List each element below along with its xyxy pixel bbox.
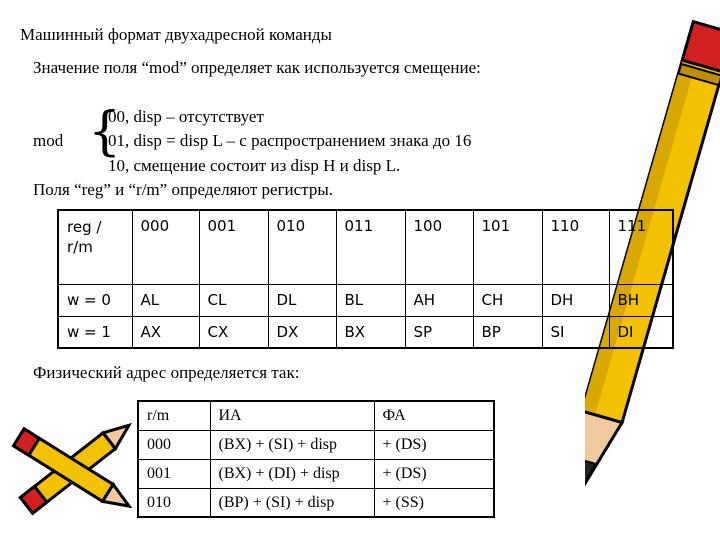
table-cell: CL — [199, 284, 268, 316]
header-cell: 011 — [336, 210, 405, 284]
header-cell: 111 — [609, 210, 673, 284]
header-cell-reg-rm: reg / r/m — [58, 210, 132, 284]
table-cell: AH — [405, 284, 473, 316]
table-cell: BP — [473, 316, 542, 348]
header-cell: 101 — [473, 210, 542, 284]
table-row — [58, 284, 673, 316]
phys-address-note: Физический адрес определяется так: — [33, 363, 300, 382]
table-cell: DI — [609, 316, 673, 348]
table-cell: DX — [268, 316, 336, 348]
mod-option-01: 01, disp = disp L – с распространением знака до 16 — [108, 131, 472, 150]
header-cell: 010 — [268, 210, 336, 284]
table-cell: 000 — [138, 430, 210, 459]
table-cell: 001 — [138, 459, 210, 488]
mod-label: mod — [33, 131, 64, 150]
header-cell: 110 — [542, 210, 609, 284]
page-title: Машинный формат двухадресной команды — [20, 25, 332, 44]
table-cell: (BX) + (SI) + disp — [210, 430, 374, 459]
table-cell: 010 — [138, 488, 210, 517]
mod-intro-text: Значение поля “mod” определяет как используется смещение: — [33, 58, 481, 77]
table-cell: (BX) + (DI) + disp — [210, 459, 374, 488]
crossed-pencils-clipart-icon — [0, 400, 150, 540]
address-table — [137, 400, 495, 518]
header-cell: 100 — [405, 210, 473, 284]
table-cell: DH — [542, 284, 609, 316]
row-label: w = 0 — [58, 284, 132, 316]
table-cell: + (DS) — [374, 459, 494, 488]
table-cell: SP — [405, 316, 473, 348]
register-table — [57, 209, 674, 349]
header-cell: 000 — [132, 210, 199, 284]
table-cell: BL — [336, 284, 405, 316]
regs-note: Поля “reg” и “r/m” определяют регистры. — [33, 180, 333, 199]
header-cell: r/m — [138, 401, 210, 430]
mod-option-10: 10, смещение состоит из disp H и disp L. — [108, 156, 401, 175]
left-brace: { — [88, 102, 122, 162]
table-row — [138, 459, 494, 488]
header-cell: 001 — [199, 210, 268, 284]
mod-option-00: 00, disp – отсутствует — [108, 107, 264, 126]
table-cell: BH — [609, 284, 673, 316]
table-row — [58, 210, 673, 284]
table-cell: (BP) + (SI) + disp — [210, 488, 374, 517]
header-cell: ФА — [374, 401, 494, 430]
table-cell: AL — [132, 284, 199, 316]
table-cell: CX — [199, 316, 268, 348]
table-cell: + (SS) — [374, 488, 494, 517]
table-cell: + (DS) — [374, 430, 494, 459]
header-cell: ИА — [210, 401, 374, 430]
table-row — [138, 488, 494, 517]
table-cell: AX — [132, 316, 199, 348]
table-row — [58, 316, 673, 348]
row-label: w = 1 — [58, 316, 132, 348]
table-cell: CH — [473, 284, 542, 316]
table-cell: BX — [336, 316, 405, 348]
table-cell: SI — [542, 316, 609, 348]
table-row — [138, 430, 494, 459]
table-row — [138, 401, 494, 430]
table-cell: DL — [268, 284, 336, 316]
